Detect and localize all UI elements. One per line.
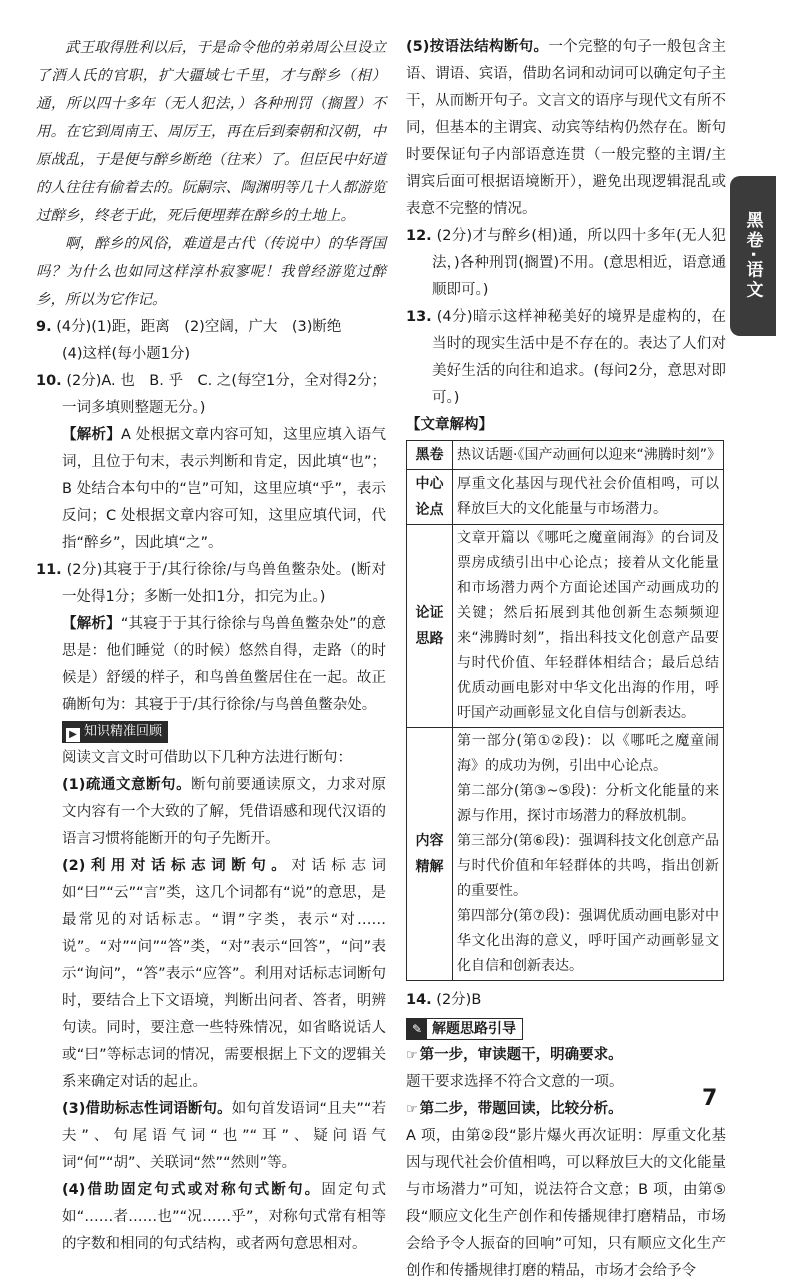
method-4: [36, 1177, 386, 1258]
method-4-title: (4)借助固定句式或对称句式断句。: [62, 1182, 322, 1198]
q14-text: (2分)B: [436, 992, 482, 1008]
q13-answer: [406, 304, 726, 412]
q9-answer: [36, 314, 386, 341]
q11-analysis: [36, 611, 386, 719]
q10-number: 10.: [36, 373, 62, 389]
method-1: [36, 772, 386, 853]
bookmark-icon: ▶: [66, 728, 80, 742]
q11-line1: (2分)其寝于于/其行徐徐/与鸟兽鱼鳖杂处。(断对一处得1分；多断一处扣1分，扣完为止。): [62, 562, 386, 605]
step-1: [406, 1042, 726, 1069]
passage-translation-para1: 武王取得胜利以后，于是命令他的弟弟周公旦设立了酒人氏的官职，扩大疆域七千里，才与醉乡（相）通，所以四十多年（无人犯法，）各种刑罚（搁置）不用。在它到周南王、周厉王，再在后到秦朝和汉朝，中原战乱，于是便与醉乡断绝（往来）了。但臣民中好道的人往往有偷着去的。阮嗣宗、陶渊明等几十人都游览过醉乡，终老于此，死后便埋葬在醉乡的土地上。: [36, 40, 386, 224]
pointing-hand-icon: ☞: [406, 1048, 418, 1063]
knowledge-tag-wrap: [36, 719, 386, 745]
central-argument-label: 中心论点: [407, 470, 453, 525]
step-1-text: 题干要求选择不符合文意的一项。: [406, 1074, 624, 1090]
q9-line2: (4)这样(每小题1分): [62, 346, 191, 362]
right-column: [406, 34, 726, 1285]
method-5-title: (5)按语法结构断句。: [406, 39, 549, 55]
method-3-text: 如句首发语词“且夫”“若夫”、句尾语气词“也”“耳”、疑问语气词“何”“胡”、关联词“然”“然则”等。: [62, 1101, 386, 1171]
central-argument-text: 厚重文化基因与现代社会价值相鸣，可以释放巨大的文化能量与市场潜力。: [453, 470, 724, 525]
content-analysis-label: 内容精解: [407, 728, 453, 981]
table-head-text: 热议话题·《国产动画何以迎来“沸腾时刻”》: [453, 441, 724, 470]
edit-icon: ✎: [407, 1019, 427, 1039]
step-2: [406, 1096, 726, 1123]
q11-analysis-text: “其寝于于其行徐徐与鸟兽鱼鳖杂处”的意思是：他们睡觉（的时候）悠然自得，走路（的时候是）舒缓的样子，和鸟兽鱼鳖居住在一起。故正确断句为：其寝于于/其行徐徐/与鸟兽鱼鳖杂处。: [62, 616, 386, 713]
step-2-text: A 项，由第②段“影片爆火再次证明：厚重文化基因与现代社会价值相鸣，可以释放巨大的文化能量与市场潜力”可知，说法符合文意；B 项，由第⑤段“顺应文化生产创作和传播规律打磨精品，市场会给予令人振奋的回响”可知，只有顺应文化生产创作和传播规律打磨的精品，市场才会给予令: [406, 1128, 726, 1279]
guide-tag-wrap: [406, 1014, 726, 1042]
content-part-1: 第一部分(第①②段)：以《哪吒之魔童闹海》的成功为例，引出中心论点。: [457, 733, 719, 774]
knowledge-tag-label: 知识精准回顾: [84, 724, 163, 739]
q13-number: 13.: [406, 309, 432, 325]
page-number: 7: [702, 1086, 718, 1111]
method-5: [406, 34, 726, 223]
pointing-hand-icon: ☞: [406, 1102, 418, 1117]
method-1-text: 断句前要通读原文，力求对原文内容有一个大致的了解，凭借语感和现代汉语的语言习惯将能断开的句子先断开。: [62, 777, 387, 847]
q12-answer: [406, 223, 726, 304]
q12-text: (2分)才与醉乡(相)通，所以四十多年(无人犯法，)各种刑罚(搁置)不用。(意思相近，语意通顺即可。): [432, 228, 727, 298]
q14-number: 14.: [406, 992, 432, 1008]
q12-number: 12.: [406, 228, 432, 244]
left-column: [36, 34, 386, 1258]
passage-translation-para2: 啊，醉乡的风俗，难道是古代（传说中）的华胥国吗？为什么也如同这样淳朴寂寥呢！我曾经游览过醉乡，所以为它作记。: [36, 236, 386, 308]
table-row: [407, 470, 724, 525]
knowledge-intro: 阅读文言文时可借助以下几种方法进行断句：: [62, 750, 352, 766]
side-tab-label: 黑卷·语文: [742, 211, 763, 301]
table-row: [407, 728, 724, 981]
content-part-2: 第二部分(第③~⑤段)：分析文化能量的来源与作用，探讨市场潜力的释放机制。: [457, 783, 719, 824]
method-2-title: (2)利用对话标志词断句。: [62, 858, 292, 874]
side-section-tab: [730, 176, 776, 336]
q10-analysis-text: A 处根据文章内容可知，这里应填入语气词，且位于句末，表示判断和肯定，因此填“也”；B 处结合本句中的“岂”可知，这里应填“乎”，表示反问；C 处根据文章内容可知，这里应填代词，代指“醉乡”，因此填“之”。: [62, 427, 387, 551]
q14-answer: [406, 987, 726, 1014]
q11-number: 11.: [36, 562, 62, 578]
step-1-title: 第一步，审读题干，明确要求。: [419, 1047, 623, 1063]
method-2: [36, 853, 386, 1096]
table-row: [407, 525, 724, 728]
method-2-text: 对话标志词如“曰”“云”“言”类，这几个词都有“说”的意思，是最常见的对话标志。“谓”字类，表示“对……说”。“对”“问”“答”类，“对”表示“回答”，“问”表示“询问”，“答”表示“应答”。利用对话标志词断句时，要结合上下文语境，判断出问者、答者，明辨句读。同时，要注意一些特殊情况，如省略说话人或“曰”等标志词的情况，需要根据上下文的逻辑关系来确定对话的起止。: [62, 858, 387, 1090]
q10-answer: [36, 368, 386, 422]
q9-line1: (4分)(1)距，距离 (2)空阔，广大 (3)断绝: [56, 319, 342, 335]
step-2-title: 第二步，带题回读，比较分析。: [419, 1101, 623, 1117]
q9-number: 9.: [36, 319, 52, 335]
content-part-4: 第四部分(第⑦段)：强调优质动画电影对中华文化出海的意义，呼吁国产动画彰显文化自信和创新表达。: [457, 908, 719, 974]
q13-text: (4分)暗示这样神秘美好的境界是虚构的，在当时的现实生活中是不存在的。表达了人们对美好生活的向往和追求。(每问2分，意思对即可。): [432, 309, 727, 406]
method-3-title: (3)借助标志性词语断句。: [62, 1101, 232, 1117]
method-5-text: 一个完整的句子一般包含主语、谓语、宾语，借助名词和动词可以确定句子主干，从而断开句子。文言文的语序与现代文有所不同，但基本的主谓宾、动宾等结构仍然存在。断句时要保证句子内部语意连贯（一般完整的主谓/主谓宾后面可根据语境断开），避免出现逻辑混乱或表意不完整的情况。: [406, 39, 727, 217]
q10-line1: (2分)A. 也 B. 乎 C. 之(每空1分，全对得2分；一词多填则整题无分。): [62, 373, 386, 416]
article-structure-table: [406, 440, 724, 981]
table-head-label: 黑卷: [407, 441, 453, 470]
method-3: [36, 1096, 386, 1177]
method-4-text: 固定句式如“……者……也”“况……乎”，对称句式常有相等的字数和相同的句式结构，或者两句意思相对。: [62, 1182, 386, 1252]
content-analysis-cell: [453, 728, 724, 981]
q11-analysis-label: 【解析】: [62, 616, 121, 632]
q10-analysis-label: 【解析】: [62, 427, 121, 443]
q10-analysis: [36, 422, 386, 557]
article-structure-heading: 【文章解构】: [406, 417, 493, 433]
solution-guide-tag: [406, 1018, 523, 1040]
argument-approach-label: 论证思路: [407, 525, 453, 728]
content-part-3: 第三部分(第⑥段)：强调科技文化创意产品与时代价值和年轻群体的共鸣，指出创新的重要性。: [457, 833, 719, 899]
method-1-title: (1)疏通文意断句。: [62, 777, 192, 793]
guide-tag-label: 解题思路引导: [432, 1021, 516, 1037]
table-row: [407, 441, 724, 470]
knowledge-review-tag: [62, 721, 168, 743]
q11-answer: [36, 557, 386, 611]
argument-approach-text: 文章开篇以《哪吒之魔童闹海》的台词及票房成绩引出中心论点；接着从文化能量和市场潜力两个方面论述国产动画成功的关键；然后拓展到其他创新生态频频迎来“沸腾时刻”，指出科技文化创意产品要与时代价值、年轻群体相结合；最后总结优质动画电影对中华文化出海的作用，呼吁国产动画彰显文化自信与创新表达。: [453, 525, 724, 728]
